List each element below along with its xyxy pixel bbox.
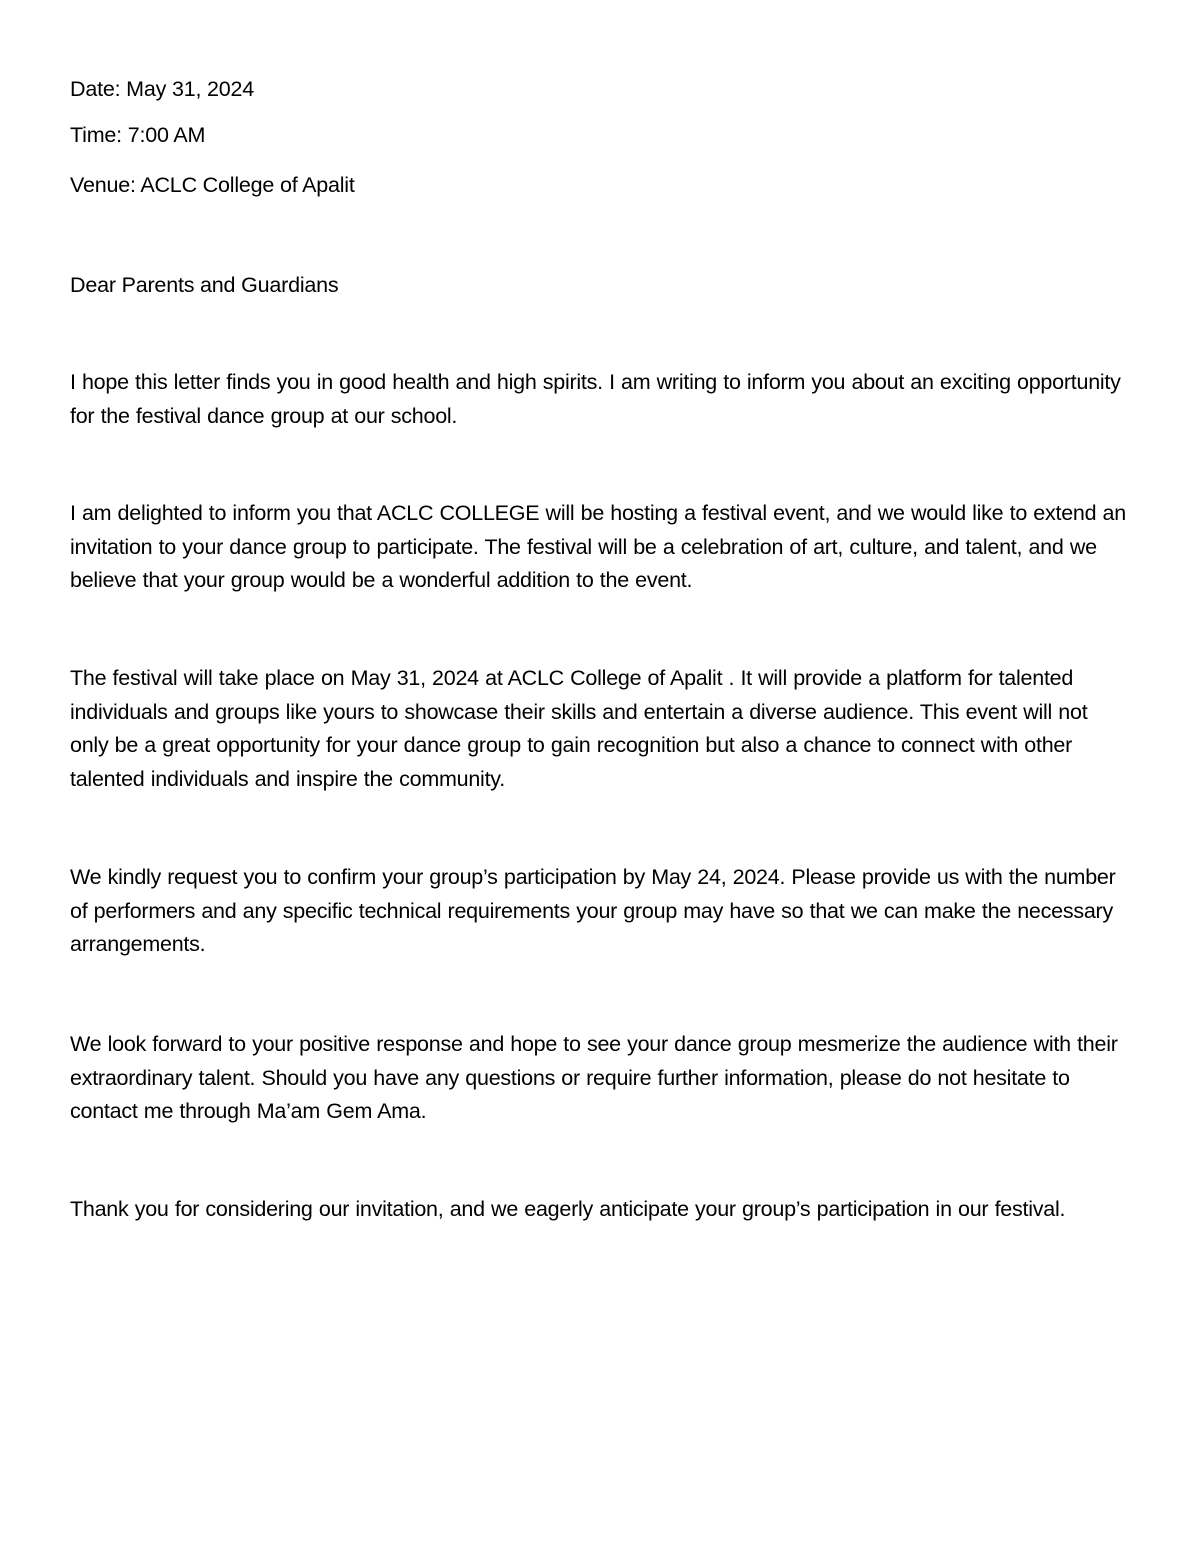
paragraph-confirmation-request: We kindly request you to confirm your group’s participation by May 24, 2024. Please provide us with the number of performers and any specific technical requirements your group may have so that we can make the necessary arrangements. xyxy=(70,865,1116,957)
paragraph-invitation: I am delighted to inform you that ACLC COLLEGE will be hosting a festival event, and we would like to extend an invitation to your dance group to participate. The festival will be a celebration of art, culture, and talent, and we believe that your group would be a wonderful addition to the event. xyxy=(70,501,1126,593)
paragraph-contact: We look forward to your positive response and hope to see your dance group mesmerize the audience with their extraordinary talent. Should you have any questions or require further information, please do not hesitate to contact me through Ma’am Gem Ama. xyxy=(70,1032,1118,1124)
paragraph-closing: Thank you for considering our invitation, and we eagerly anticipate your group’s participation in our festival. xyxy=(70,1197,1066,1221)
event-date: Date: May 31, 2024 xyxy=(70,77,255,101)
event-time: Time: 7:00 AM xyxy=(70,123,206,147)
event-venue: Venue: ACLC College of Apalit xyxy=(70,173,355,197)
paragraph-intro: I hope this letter finds you in good health and high spirits. I am writing to inform you about an exciting opportunity for the festival dance group at our school. xyxy=(70,370,1121,428)
salutation: Dear Parents and Guardians xyxy=(70,273,339,297)
paragraph-event-details: The festival will take place on May 31, 2024 at ACLC College of Apalit . It will provide a platform for talented individuals and groups like yours to showcase their skills and entertain a diverse audience. This event will not only be a great opportunity for your dance group to gain recognition but also a chance to connect with other talented individuals and inspire the community. xyxy=(70,666,1088,791)
